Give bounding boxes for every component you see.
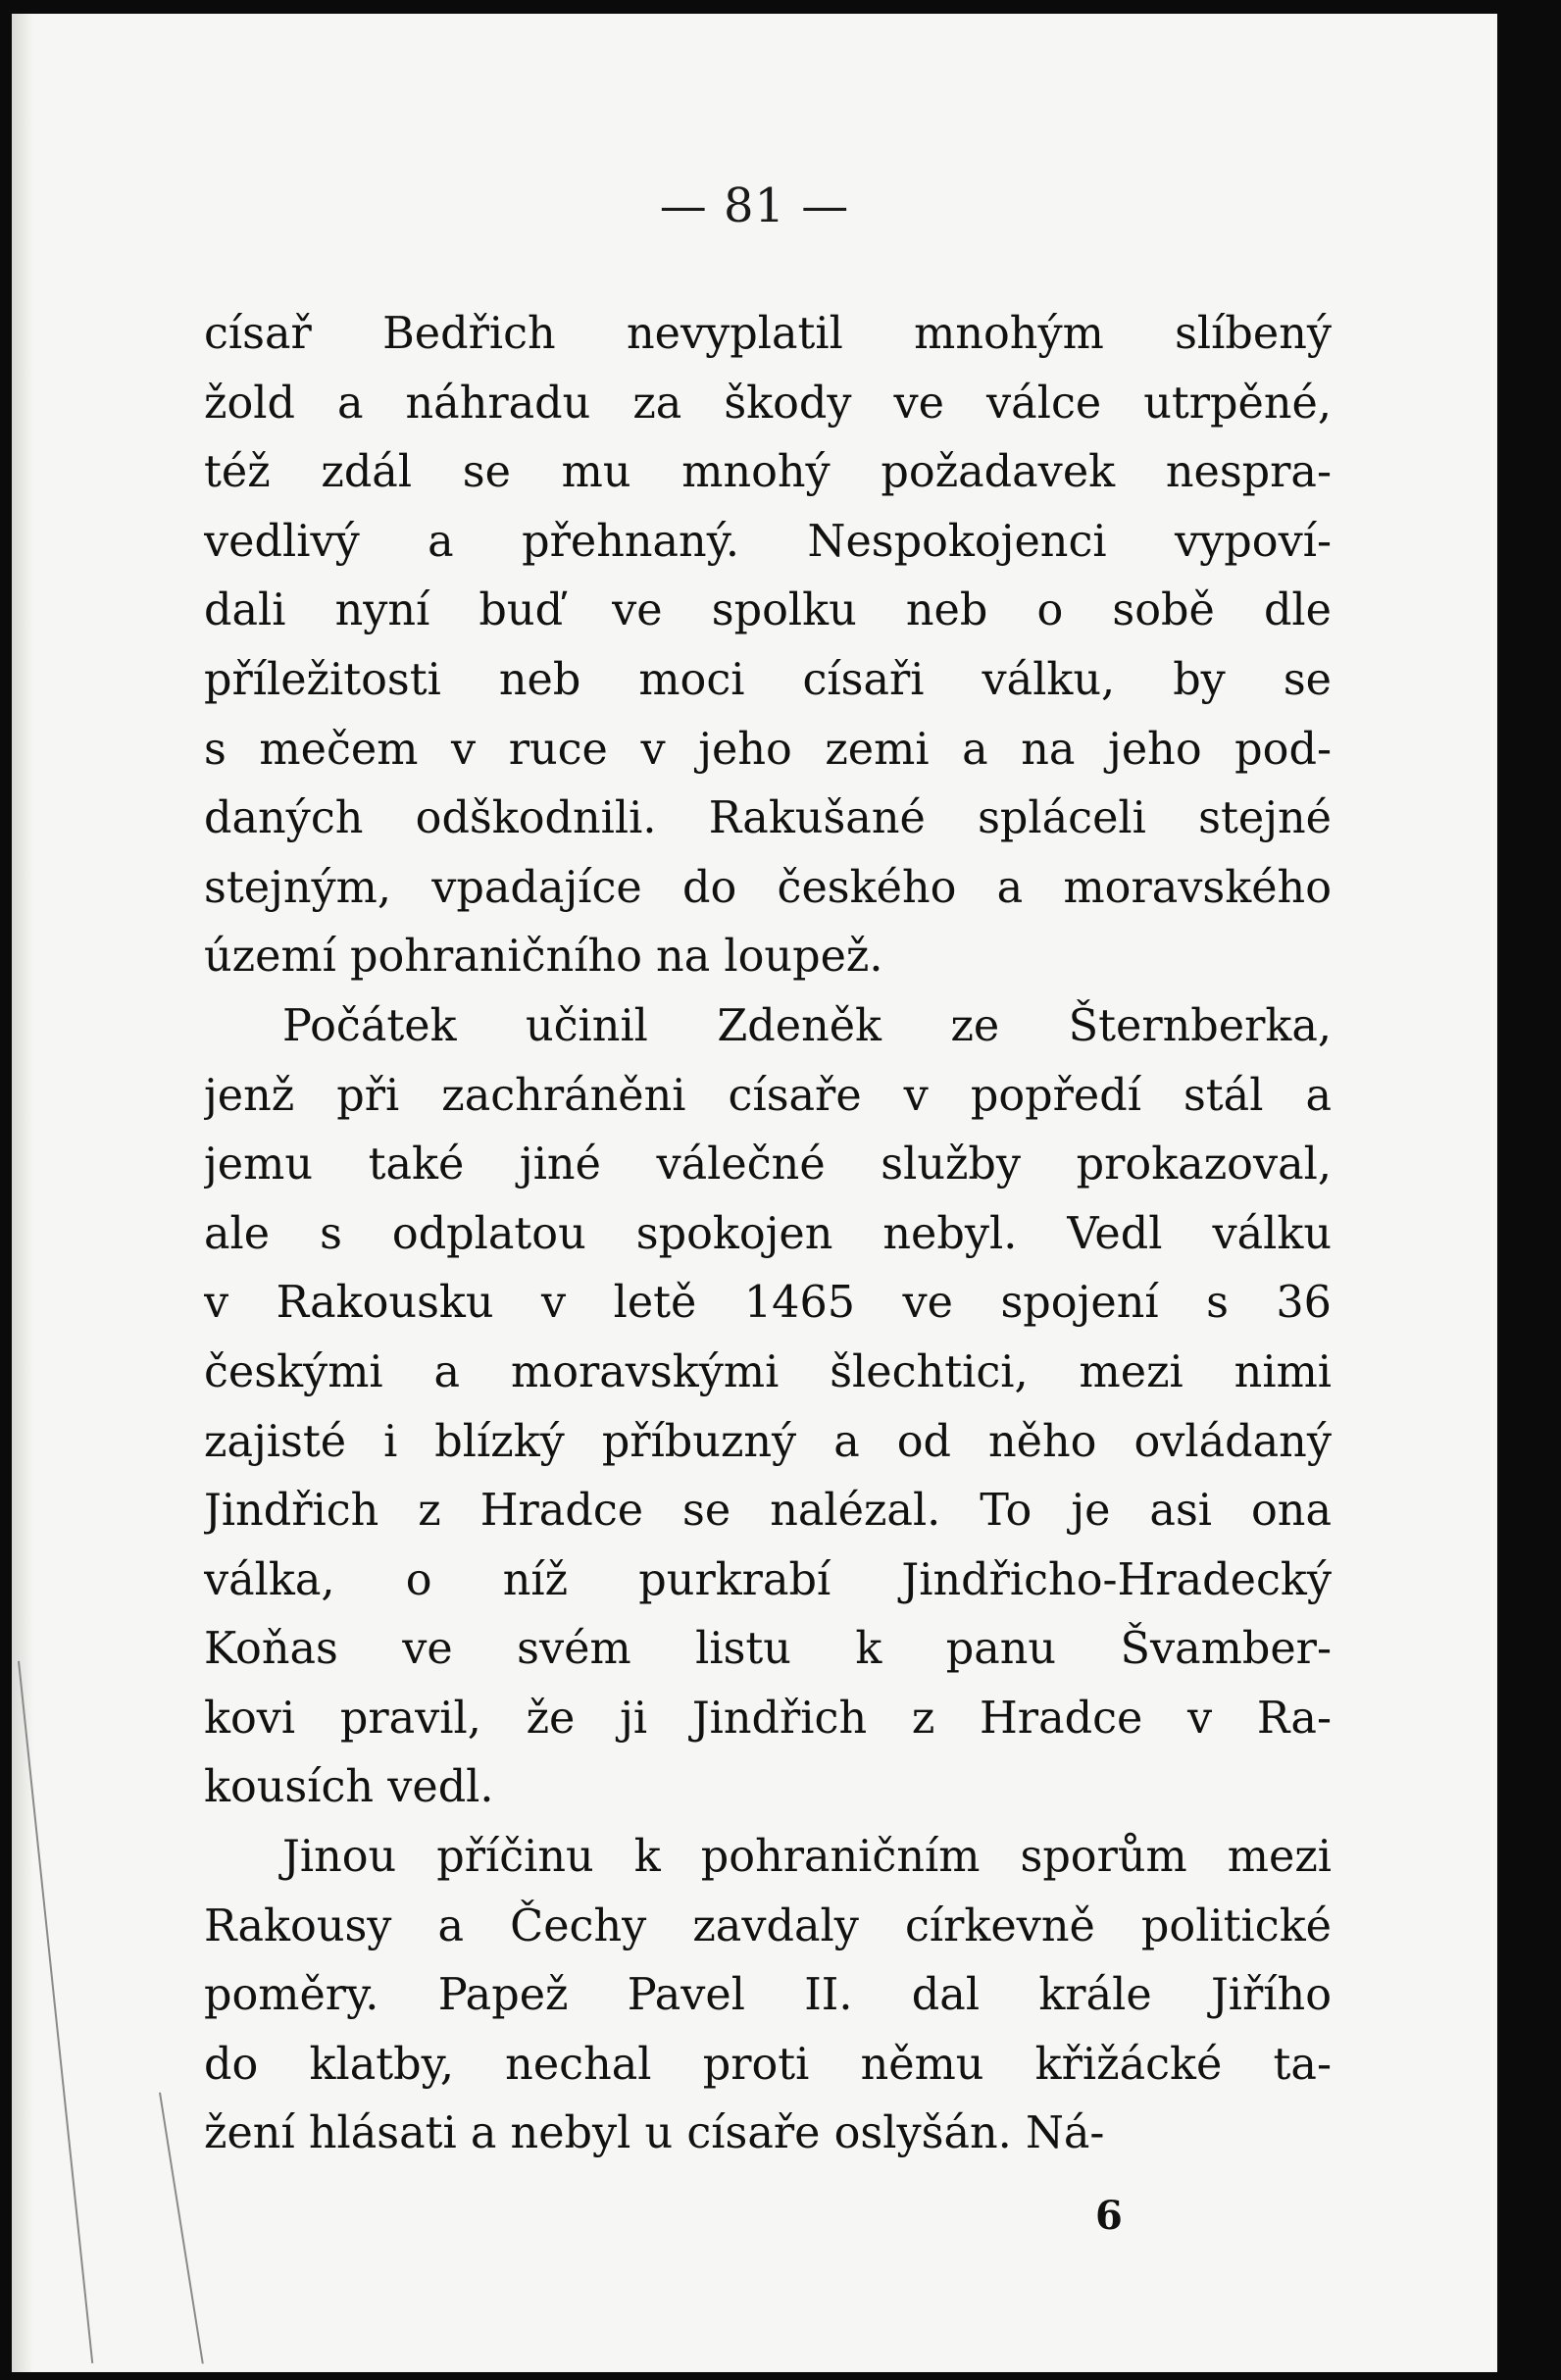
text-line: území pohraničního na loupež. — [204, 932, 883, 983]
text-line: zajisté i blízký příbuzný a od něho ovládaný — [204, 1416, 1332, 1467]
text-line: Koňas ve svém listu k panu Švamber- — [204, 1624, 1332, 1675]
page-number: — 81 — — [659, 178, 850, 233]
text-line: stejným, vpadajíce do českého a moravského — [204, 862, 1332, 913]
text-line: vedlivý a přehnaný. Nespokojenci vypoví- — [204, 516, 1332, 567]
text-line: v Rakousku v letě 1465 ve spojení s 36 — [204, 1278, 1332, 1329]
book-page — [12, 14, 1497, 2372]
scan-edge — [12, 14, 33, 2372]
scan-artifact-line — [159, 2093, 204, 2364]
text-line: poměry. Papež Pavel II. dal krále Jiřího — [204, 1970, 1332, 2021]
text-line: žold a náhradu za škody ve válce utrpěné, — [204, 378, 1332, 429]
text-line: daných odškodnili. Rakušané spláceli stejné — [204, 793, 1332, 844]
text-line: kovi pravil, že ji Jindřich z Hradce v Ra- — [204, 1693, 1332, 1744]
text-line: též zdál se mu mnohý požadavek nespra- — [204, 447, 1332, 498]
text-line: Jindřich z Hradce se nalézal. To je asi ona — [204, 1486, 1332, 1537]
signature-mark: 6 — [1095, 2193, 1123, 2239]
text-line: jenž při zachráněni císaře v popředí stál a — [204, 1070, 1332, 1121]
text-line: Rakousy a Čechy zavdaly církevně politické — [204, 1900, 1332, 1951]
text-line: kousích vedl. — [204, 1762, 494, 1813]
text-line: jemu také jiné válečné služby prokazoval, — [204, 1139, 1332, 1190]
text-line: císař Bedřich nevyplatil mnohým slíbený — [204, 309, 1332, 359]
text-line: válka, o níž purkrabí Jindřicho-Hradecký — [204, 1554, 1332, 1605]
text-line: Počátek učinil Zdeněk ze Šternberka, — [282, 1000, 1332, 1051]
body-text — [204, 300, 1332, 2169]
text-line: dali nyní buď ve spolku neb o sobě dle — [204, 585, 1332, 636]
text-line: s mečem v ruce v jeho zemi a na jeho pod- — [204, 724, 1332, 775]
text-line: žení hlásati a nebyl u císaře oslyšán. Ná- — [204, 2108, 1105, 2159]
paragraph-container — [204, 300, 1332, 2169]
text-line: do klatby, nechal proti němu křižácké ta- — [204, 2039, 1332, 2090]
text-line: Jinou příčinu k pohraničním sporům mezi — [282, 1832, 1332, 1883]
text-line: českými a moravskými šlechtici, mezi nimi — [204, 1346, 1332, 1397]
text-line: příležitosti neb moci císaři válku, by se — [204, 654, 1332, 705]
text-line: ale s odplatou spokojen nebyl. Vedl válku — [204, 1208, 1332, 1259]
